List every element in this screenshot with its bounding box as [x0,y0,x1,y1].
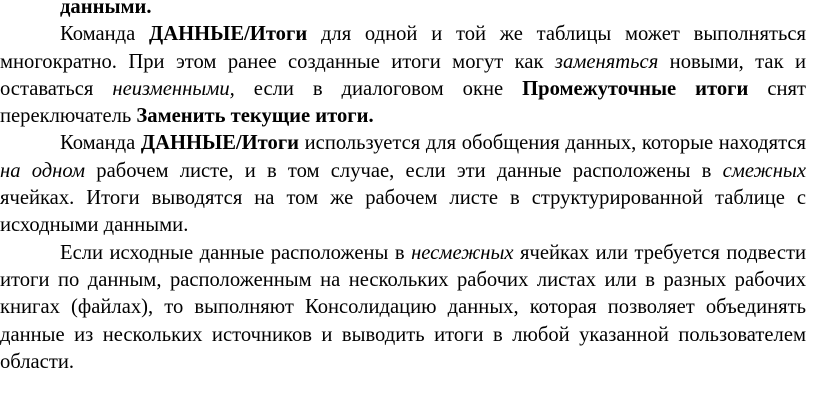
text-run: для одной и той же таблицы может выполняться многократно. При этом ранее созданные итоги могут как [0,23,806,73]
text-run: если в диалоговом окне [234,77,523,100]
paragraph-2 [0,130,806,239]
text-run: используется для обобщения данных, которые находятся [299,132,806,155]
italic-text: на одном [0,159,86,182]
text-run: снят переключатель [0,77,806,128]
heading-tail [0,0,806,21]
text-run: Команда [60,23,150,46]
bold-text: Промежуточные итоги [522,77,749,100]
text-run: Если исходные данные расположены в [60,241,412,264]
document-body [0,21,806,376]
italic-text: заменяться [554,50,659,73]
text-run: ячейках или требуется подвести итоги по данным, расположенным на нескольких рабочих листах или в разных рабочих книгах (файлах), то выполняют Консолидацию данных, которая позволяет объединять данные из нескольких источников и выводить итоги в любой указанной пользователем области. [0,241,806,373]
heading-tail-text: данными. [60,0,152,18]
bold-text: Заменить текущие итоги. [136,105,374,128]
italic-text: несмежных [411,241,514,264]
italic-text: смежных [722,159,806,182]
paragraph-3 [0,240,806,376]
text-run: Команда [60,132,141,155]
text-run: ячейках. Итоги выводятся на том же рабочем листе в структурированной таблице с исходными данными. [0,187,806,237]
text-run: новыми, так и оставаться [0,50,806,100]
bold-text: ДАННЫЕ/Итоги [140,132,300,155]
bold-text: ДАННЫЕ/Итоги [149,23,308,46]
text-run: рабочем листе, и в том случае, если эти данные расположены в [85,159,723,182]
italic-text: неизменными, [112,77,235,100]
paragraph-1 [0,21,806,130]
